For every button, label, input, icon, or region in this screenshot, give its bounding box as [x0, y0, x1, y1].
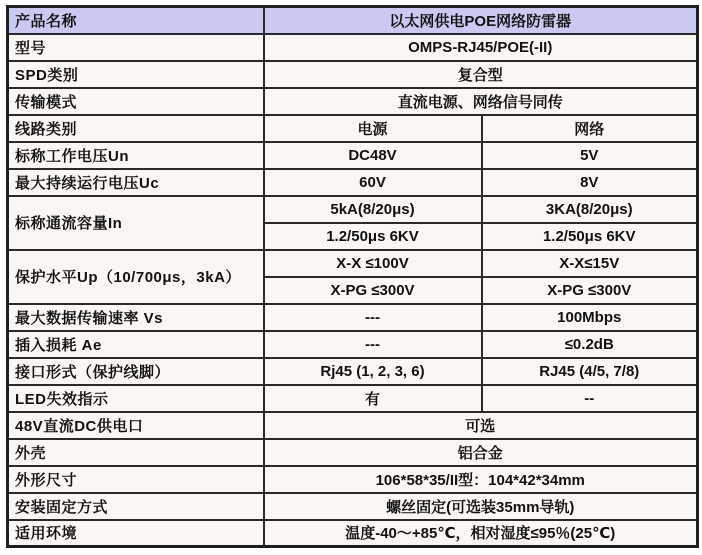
protection-level-label: 保护水平Up（10/700μs，3kA）	[8, 250, 264, 304]
model-label: 型号	[8, 34, 264, 61]
max-continuous-voltage-network: 8V	[482, 169, 698, 196]
dimensions-label: 外形尺寸	[8, 466, 264, 493]
dimensions-value: 106*58*35/II型：104*42*34mm	[264, 466, 698, 493]
model-value: OMPS-RJ45/POE(-II)	[264, 34, 698, 61]
dc-power-port-value: 可选	[264, 412, 698, 439]
max-data-rate-power: ---	[264, 304, 482, 331]
table-row-transfer-mode	[8, 88, 698, 115]
table-row-environment	[8, 520, 698, 547]
line-type-network: 网络	[482, 115, 698, 142]
table-row-line-type	[8, 115, 698, 142]
transfer-mode-value: 直流电源、网络信号同传	[264, 88, 698, 115]
product-name-label: 产品名称	[8, 7, 264, 34]
interface-type-label: 接口形式（保护线脚）	[8, 358, 264, 385]
max-continuous-voltage-label: 最大持续运行电压Uc	[8, 169, 264, 196]
insertion-loss-network: ≤0.2dB	[482, 331, 698, 358]
nominal-discharge-current-network-1: 3KA(8/20μs)	[482, 196, 698, 223]
line-type-power: 电源	[264, 115, 482, 142]
table-row-dc-power-port	[8, 412, 698, 439]
table-row-insertion-loss	[8, 331, 698, 358]
table-row-housing	[8, 439, 698, 466]
led-failure-indicator-network: --	[482, 385, 698, 412]
led-failure-indicator-label: LED失效指示	[8, 385, 264, 412]
dc-power-port-label: 48V直流DC供电口	[8, 412, 264, 439]
led-failure-indicator-power: 有	[264, 385, 482, 412]
table-row-interface-type	[8, 358, 698, 385]
table-row-max-continuous-voltage	[8, 169, 698, 196]
table-row-protection-level-1	[8, 250, 698, 277]
protection-level-network-2: X-PG ≤300V	[482, 277, 698, 304]
nominal-discharge-current-power-2: 1.2/50μs 6KV	[264, 223, 482, 250]
spd-class-value: 复合型	[264, 61, 698, 88]
product-name-value: 以太网供电POE网络防雷器	[264, 7, 698, 34]
protection-level-power-2: X-PG ≤300V	[264, 277, 482, 304]
line-type-label: 线路类别	[8, 115, 264, 142]
nominal-voltage-label: 标称工作电压Un	[8, 142, 264, 169]
table-row-model	[8, 34, 698, 61]
interface-type-network: RJ45 (4/5, 7/8)	[482, 358, 698, 385]
max-data-rate-label: 最大数据传输速率 Vs	[8, 304, 264, 331]
mounting-label: 安装固定方式	[8, 493, 264, 520]
housing-label: 外壳	[8, 439, 264, 466]
table-row-max-data-rate	[8, 304, 698, 331]
table-row-nominal-discharge-current-1	[8, 196, 698, 223]
nominal-voltage-power: DC48V	[264, 142, 482, 169]
table-row-spd-class	[8, 61, 698, 88]
spec-table	[6, 5, 699, 548]
environment-label: 适用环境	[8, 520, 264, 547]
nominal-voltage-network: 5V	[482, 142, 698, 169]
spd-class-label: SPD类别	[8, 61, 264, 88]
mounting-value: 螺丝固定(可选装35mm导轨)	[264, 493, 698, 520]
insertion-loss-label: 插入损耗 Ae	[8, 331, 264, 358]
table-row-led-failure-indicator	[8, 385, 698, 412]
table-row-dimensions	[8, 466, 698, 493]
interface-type-power: Rj45 (1, 2, 3, 6)	[264, 358, 482, 385]
insertion-loss-power: ---	[264, 331, 482, 358]
table-row-product-name	[8, 7, 698, 34]
table-row-nominal-voltage	[8, 142, 698, 169]
protection-level-power-1: X-X ≤100V	[264, 250, 482, 277]
max-data-rate-network: 100Mbps	[482, 304, 698, 331]
nominal-discharge-current-label: 标称通流容量In	[8, 196, 264, 250]
table-row-mounting	[8, 493, 698, 520]
max-continuous-voltage-power: 60V	[264, 169, 482, 196]
housing-value: 铝合金	[264, 439, 698, 466]
transfer-mode-label: 传输模式	[8, 88, 264, 115]
nominal-discharge-current-network-2: 1.2/50μs 6KV	[482, 223, 698, 250]
protection-level-network-1: X-X≤15V	[482, 250, 698, 277]
environment-value: 温度-40～+85℃，相对湿度≤95％(25℃)	[264, 520, 698, 547]
nominal-discharge-current-power-1: 5kA(8/20μs)	[264, 196, 482, 223]
